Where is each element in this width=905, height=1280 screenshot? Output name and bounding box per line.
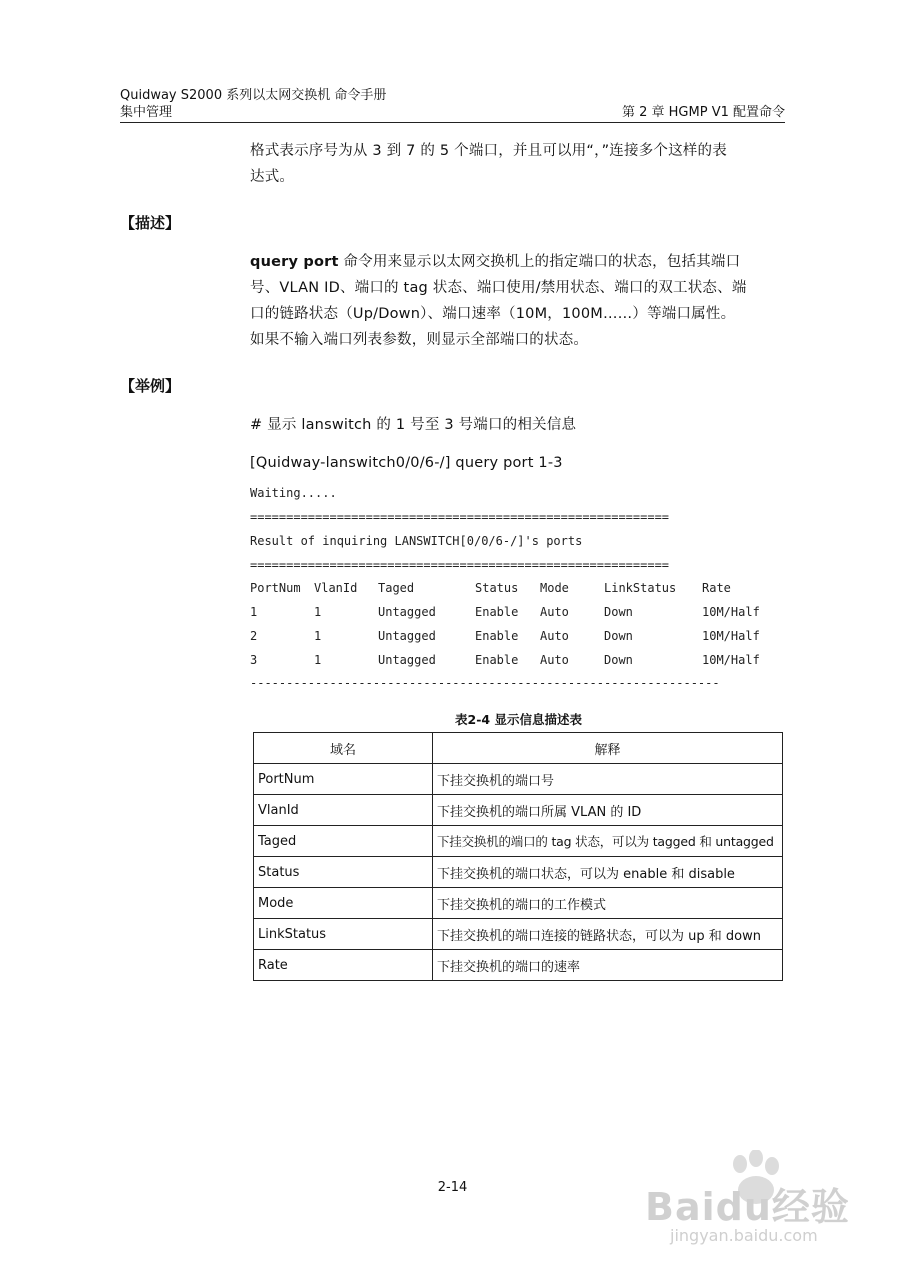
command-name: query port [250, 254, 339, 270]
output-cell: 1 [314, 605, 322, 619]
output-waiting: Waiting..... [250, 486, 337, 500]
header-chapter: 第 2 章 HGMP V1 配置命令 [621, 105, 785, 120]
output-col-mode: Mode [540, 581, 569, 595]
output-cell: 1 [250, 605, 258, 619]
output-cell: 2 [250, 629, 258, 643]
table-cell-explanation: 下挂交换机的端口的工作模式 [433, 888, 783, 919]
header-title: Quidway S2000 系列以太网交换机 命令手册 [120, 88, 387, 103]
table-header-field: 域名 [254, 733, 433, 764]
table-cell-field: Status [254, 857, 433, 888]
header-divider [120, 122, 785, 123]
output-col-vlanid: VlanId [314, 581, 358, 595]
output-cell: Auto [540, 629, 569, 643]
output-cell: 3 [250, 653, 258, 667]
table-cell-explanation: 下挂交换机的端口的 tag 状态，可以为 tagged 和 untagged [433, 826, 783, 857]
watermark-url: jingyan.baidu.com [670, 1226, 818, 1245]
watermark-brand: Baidu经验 [645, 1185, 850, 1229]
output-separator-2: ========================================================== [250, 558, 670, 572]
output-cell: Enable [475, 605, 519, 619]
table-row [254, 764, 783, 795]
table-cell-field: Mode [254, 888, 433, 919]
output-cell: Down [604, 629, 633, 643]
table-caption: 表2-4 显示信息描述表 [455, 712, 582, 727]
describe-paragraph [250, 249, 790, 353]
watermark [640, 1150, 870, 1250]
table-cell-explanation: 下挂交换机的端口号 [433, 764, 783, 795]
output-cell: 10M/Half [702, 653, 760, 667]
output-cell: Untagged [378, 653, 436, 667]
table-row [254, 795, 783, 826]
intro-line-2: 达式。 [250, 169, 295, 185]
field-description-table [253, 732, 783, 981]
output-cell: 10M/Half [702, 605, 760, 619]
table-header-explanation: 解释 [433, 733, 783, 764]
table-cell-field: LinkStatus [254, 919, 433, 950]
table-row [254, 950, 783, 981]
header-section: 集中管理 [120, 105, 173, 120]
table-cell-explanation: 下挂交换机的端口连接的链路状态，可以为 up 和 down [433, 919, 783, 950]
output-cell: Down [604, 605, 633, 619]
output-cell: Down [604, 653, 633, 667]
example-comment: # 显示 lanswitch 的 1 号至 3 号端口的相关信息 [250, 417, 577, 433]
section-describe-title: 【描述】 [120, 214, 181, 232]
output-cell: Auto [540, 653, 569, 667]
output-cell: Auto [540, 605, 569, 619]
table-cell-explanation: 下挂交换机的端口的速率 [433, 950, 783, 981]
table-cell-explanation: 下挂交换机的端口所属 VLAN 的 ID [433, 795, 783, 826]
output-col-portnum: PortNum [250, 581, 301, 595]
table-header-row [254, 733, 783, 764]
output-cell: Untagged [378, 605, 436, 619]
table-cell-field: Rate [254, 950, 433, 981]
output-separator-3: ----------------------------------------------------------------- [250, 676, 720, 690]
table-row [254, 888, 783, 919]
describe-line-3: 口的链路状态（Up/Down）、端口速率（10M，100M……）等端口属性。 [250, 306, 736, 322]
example-command: [Quidway-lanswitch0/0/6-/] query port 1-3 [250, 455, 563, 471]
output-col-linkstatus: LinkStatus [604, 581, 677, 595]
output-cell: 10M/Half [702, 629, 760, 643]
table-cell-explanation: 下挂交换机的端口状态，可以为 enable 和 disable [433, 857, 783, 888]
intro-line-1: 格式表示序号为从 3 到 7 的 5 个端口，并且可以用“，”连接多个这样的表 [250, 143, 727, 159]
describe-line-1 [250, 249, 790, 275]
output-result-title: Result of inquiring LANSWITCH[0/0/6-/]'s ports [250, 534, 583, 548]
output-col-rate: Rate [702, 581, 731, 595]
table-cell-field: PortNum [254, 764, 433, 795]
table-row [254, 919, 783, 950]
output-col-status: Status [475, 581, 519, 595]
output-cell: 1 [314, 629, 322, 643]
table-cell-field: VlanId [254, 795, 433, 826]
intro-paragraph [250, 138, 790, 190]
output-cell: Enable [475, 653, 519, 667]
section-example-title: 【举例】 [120, 377, 181, 395]
table-row [254, 857, 783, 888]
output-cell: Untagged [378, 629, 436, 643]
output-col-taged: Taged [378, 581, 415, 595]
output-cell: Enable [475, 629, 519, 643]
describe-line-1-rest: 命令用来显示以太网交换机上的指定端口的状态，包括其端口 [338, 254, 741, 270]
table-row [254, 826, 783, 857]
output-separator-1: ========================================================== [250, 510, 670, 524]
table-cell-field: Taged [254, 826, 433, 857]
describe-line-4: 如果不输入端口列表参数，则显示全部端口的状态。 [250, 332, 589, 348]
describe-line-2: 号、VLAN ID、端口的 tag 状态、端口使用/禁用状态、端口的双工状态、端 [250, 280, 747, 296]
page-number: 2-14 [437, 1180, 468, 1195]
output-cell: 1 [314, 653, 322, 667]
